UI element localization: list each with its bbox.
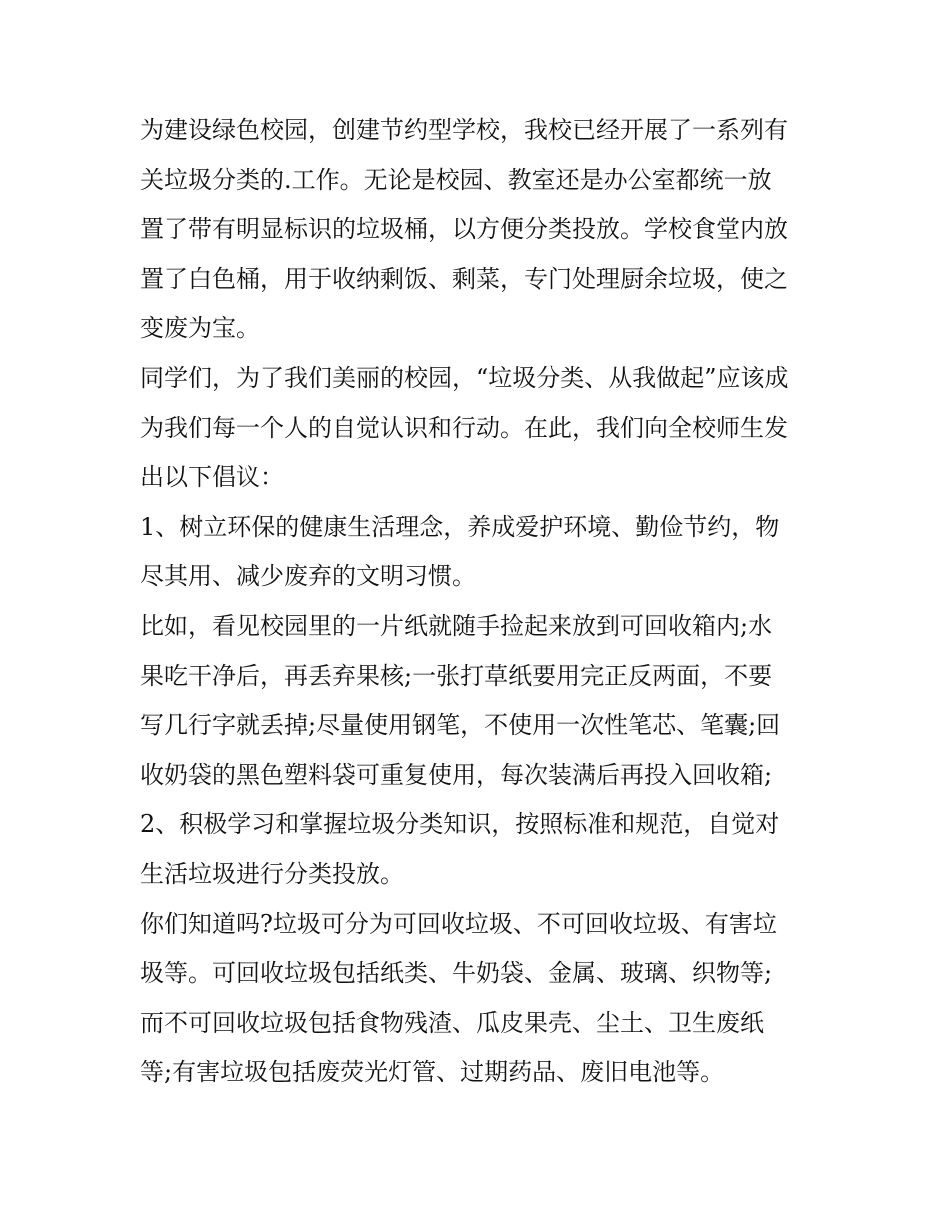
text-line: 变废为宝。	[140, 314, 260, 343]
text-line: 出以下倡议：	[140, 463, 284, 492]
document-body	[140, 106, 812, 1098]
text-line: 等;有害垃圾包括废荧光灯管、过期药品、废旧电池等。	[140, 1058, 725, 1087]
text-line: 置了带有明显标识的垃圾桶，以方便分类投放。学校食堂内放	[140, 215, 788, 244]
text-line: 为我们每一个人的自觉认识和行动。在此，我们向全校师生发	[140, 413, 788, 442]
text-line: 果吃干净后，再丢弃果核;一张打草纸要用完正反两面，不要	[140, 661, 773, 690]
text-line: 关垃圾分类的.工作。无论是校园、教室还是办公室都统一放	[140, 165, 772, 194]
text-line: 你们知道吗?垃圾可分为可回收垃圾、不可回收垃圾、有害垃	[140, 909, 777, 938]
text-line: 圾等。可回收垃圾包括纸类、牛奶袋、金属、玻璃、织物等;	[140, 959, 773, 988]
text-line: 2、积极学习和掌握垃圾分类知识，按照标准和规范，自觉对	[140, 810, 780, 839]
text-line: 生活垃圾进行分类投放。	[140, 859, 404, 888]
text-line: 为建设绿色校园，创建节约型学校，我校已经开展了一系列有	[140, 116, 788, 144]
text-line: 写几行字就丢掉;尽量使用钢笔，不使用一次性笔芯、笔囊;回	[140, 711, 781, 740]
text-line: 比如，看见校园里的一片纸就随手捡起来放到可回收箱内;水	[140, 611, 773, 640]
text-line: 置了白色桶，用于收纳剩饭、剩菜，专门处理厨余垃圾，使之	[140, 264, 788, 293]
text-line: 尽其用、减少废弃的文明习惯。	[140, 562, 476, 591]
text-line: 1、树立环保的健康生活理念，养成爱护环境、勤俭节约，物	[140, 512, 780, 541]
text-line: 收奶袋的黑色塑料袋可重复使用，每次装满后再投入回收箱;	[140, 760, 773, 789]
text-line: 而不可回收垃圾包括食物残渣、瓜皮果壳、尘土、卫生废纸	[140, 1008, 764, 1037]
text-line: 同学们，为了我们美丽的校园，“垃圾分类、从我做起”应该成	[140, 363, 789, 392]
